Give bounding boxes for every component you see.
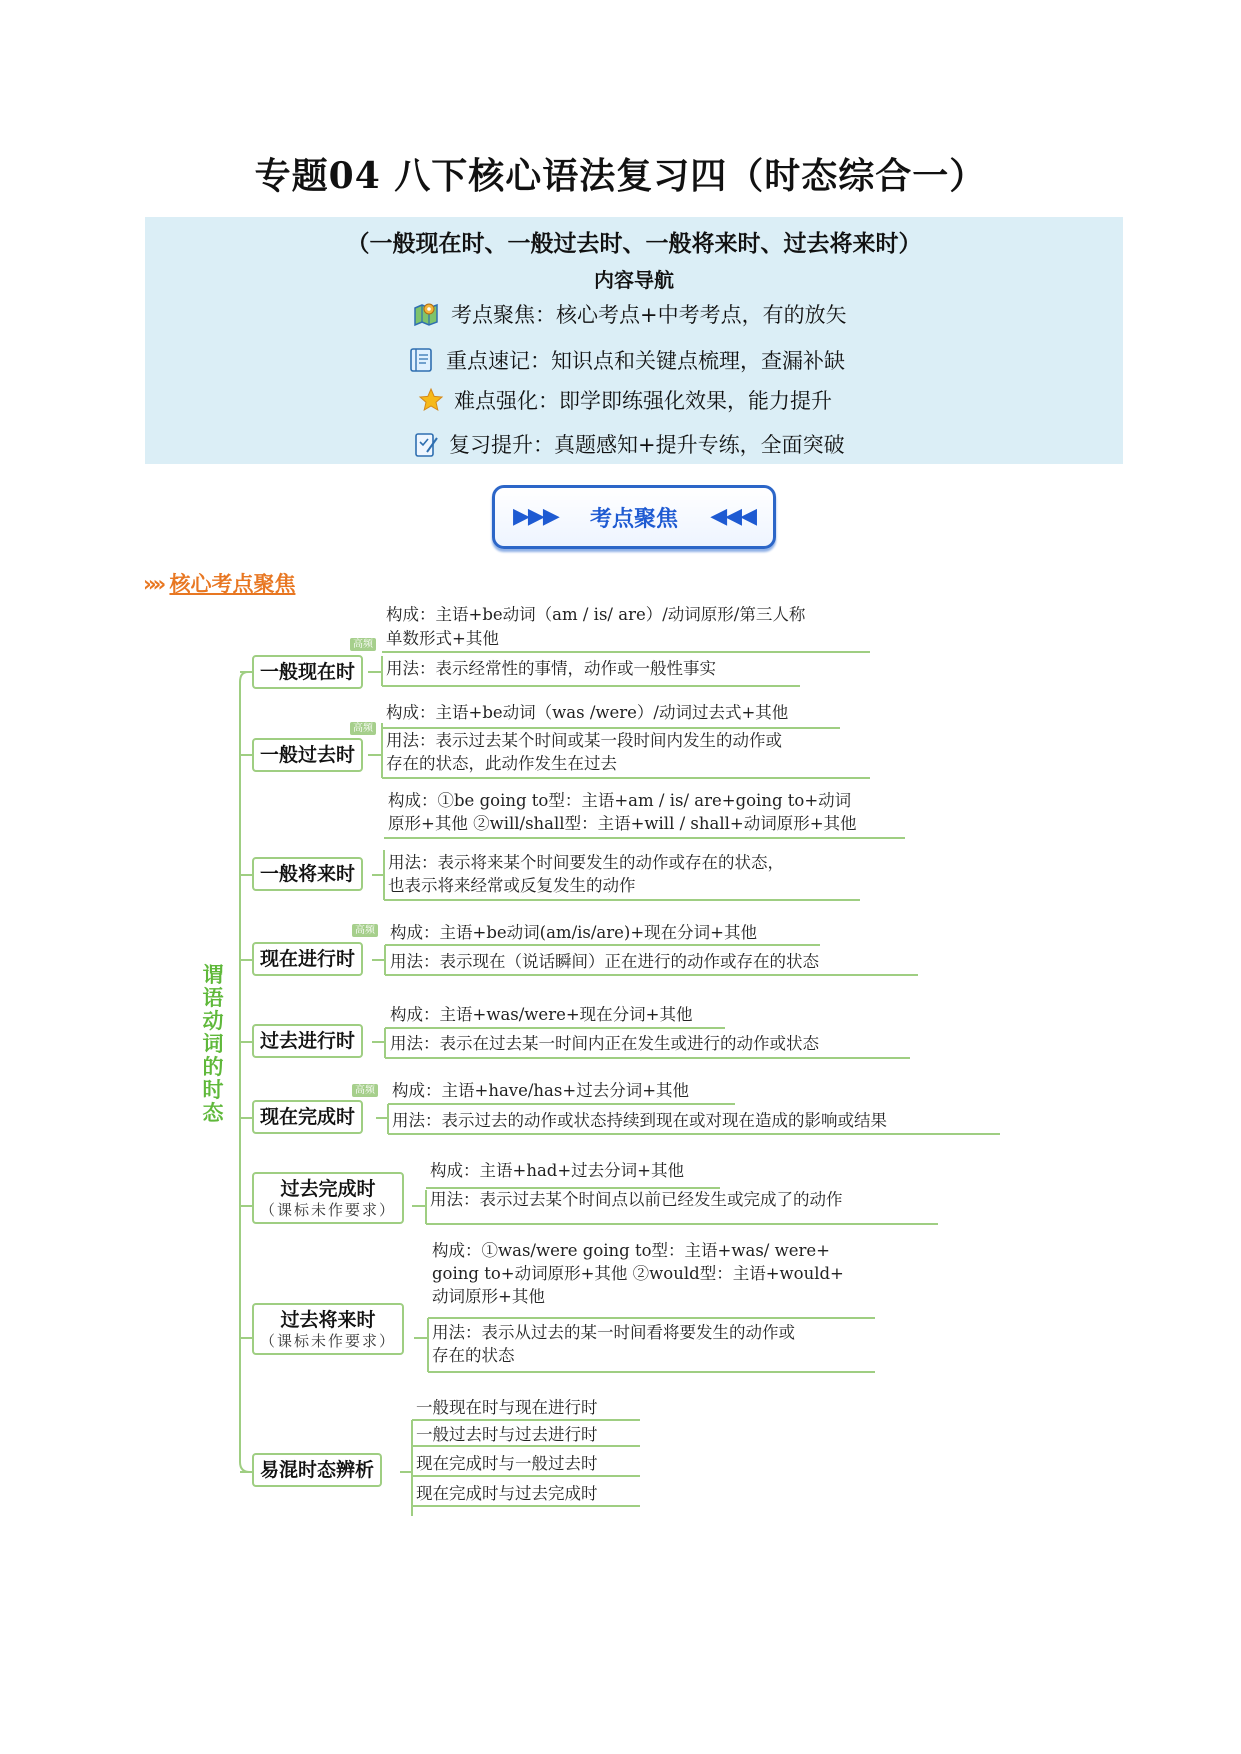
node-desc-line: 用法：表示过去某个时间或某一段时间内发生的动作或 [386,731,782,750]
node-label: 过去完成时 [280,1178,376,1200]
node-desc-line: 一般现在时与现在进行时 [416,1398,598,1417]
node-desc-line: 存在的状态，此动作发生在过去 [386,754,617,773]
node-present-perfect: 现在完成时 [252,1100,363,1134]
root-label-vertical [200,964,226,1125]
node-desc-line: 用法：表示过去的动作或状态持续到现在或对现在造成的影响或结果 [392,1111,887,1130]
node-past-continuous: 过去进行时 [252,1024,363,1058]
node-desc-line: 用法：表示现在（说话瞬间）正在进行的动作或存在的状态 [390,952,819,971]
arrows-right-icon: ▶▶▶ [513,504,558,529]
tense-subtitle: （一般现在时、一般过去时、一般将来时、过去将来时） [346,230,922,257]
node-desc-line: 单数形式+其他 [386,629,499,648]
node-simple-past: 一般过去时 [252,738,363,772]
node-desc-line: 用法：表示从过去的某一时间看将要发生的动作或 [432,1323,795,1342]
root-char: 的 [202,1055,224,1079]
node-simple-present: 一般现在时 [252,655,363,689]
node-desc-line: going to+动词原形+其他 ②would型：主语+would+ [432,1264,844,1283]
double-chevron-icon: » [152,572,161,596]
node-present-continuous: 现在进行时 [252,942,363,976]
high-frequency-badge: 高频 [350,722,376,735]
node-desc-line: 用法：表示经常性的事情，动作或一般性事实 [386,659,716,678]
node-desc-line: 一般过去时与过去进行时 [416,1425,598,1444]
page-title: 专题04 八下核心语法复习四（时态综合一） [254,155,987,197]
root-char: 时 [202,1078,224,1102]
node-desc-line: 动词原形+其他 [432,1287,545,1306]
root-char: 语 [202,986,224,1010]
high-frequency-badge: 高频 [350,638,376,651]
node-desc-line: 也表示将来经常或反复发生的动作 [388,876,636,895]
high-frequency-badge: 高频 [352,1084,378,1097]
focus-banner-label: 考点聚焦 [589,507,678,532]
double-chevron-icon: » [143,572,151,596]
node-desc-line: 现在完成时与一般过去时 [416,1454,598,1473]
node-label: 过去将来时 [280,1309,376,1331]
node-desc-line: 构成：①was/were going to型：主语+was/ were+ [432,1241,830,1260]
node-desc-line: 构成：主语+have/has+过去分词+其他 [392,1081,690,1100]
arrows-left-icon: ◀◀◀ [710,504,755,529]
node-desc-line: 现在完成时与过去完成时 [416,1484,598,1503]
node-desc-line: 构成：主语+had+过去分词+其他 [430,1161,685,1180]
section-heading-text: 核心考点聚焦 [169,572,296,596]
root-char: 动 [202,1009,224,1033]
navigation-heading: 内容导航 [594,268,674,292]
node-desc-line: 原形+其他 ②will/shall型：主语+will / shall+动词原形+其他 [388,814,857,833]
node-desc-line: 构成：主语+be动词（was /were）/动词过去式+其他 [386,703,789,722]
nav-item-text: 难点强化：即学即练强化效果，能力提升 [454,389,832,413]
node-future-in-past [252,1303,404,1355]
root-char: 词 [202,1032,224,1056]
nav-item-text: 复习提升：真题感知+提升专练，全面突破 [449,433,845,457]
root-char: 态 [202,1101,224,1125]
node-desc-line: 用法：表示过去某个时间点以前已经发生或完成了的动作 [430,1190,843,1209]
root-char: 谓 [202,963,224,987]
node-desc-line: 存在的状态 [432,1346,515,1365]
node-note: （课标未作要求） [260,1332,397,1350]
node-desc-line: 用法：表示在过去某一时间内正在发生或进行的动作或状态 [390,1034,819,1053]
node-note: （课标未作要求） [260,1201,397,1219]
node-desc-line: 构成：①be going to型：主语+am / is/ are+going to+动词 [388,791,852,810]
node-desc-line: 构成：主语+was/were+现在分词+其他 [390,1005,693,1024]
nav-item-text: 考点聚焦：核心考点+中考考点，有的放矢 [451,303,847,327]
node-past-perfect [252,1172,404,1224]
high-frequency-badge: 高频 [352,924,378,937]
node-desc-line: 用法：表示将来某个时间要发生的动作或存在的状态， [388,853,784,872]
node-simple-future: 一般将来时 [252,857,363,891]
node-desc-line: 构成：主语+be动词(am/is/are)+现在分词+其他 [390,923,758,942]
nav-item-text: 重点速记：知识点和关键点梳理，查漏补缺 [446,349,845,373]
node-confusing-tenses: 易混时态辨析 [252,1453,382,1487]
node-desc-line: 构成：主语+be动词（am / is/ are）/动词原形/第三人称 [386,605,806,624]
